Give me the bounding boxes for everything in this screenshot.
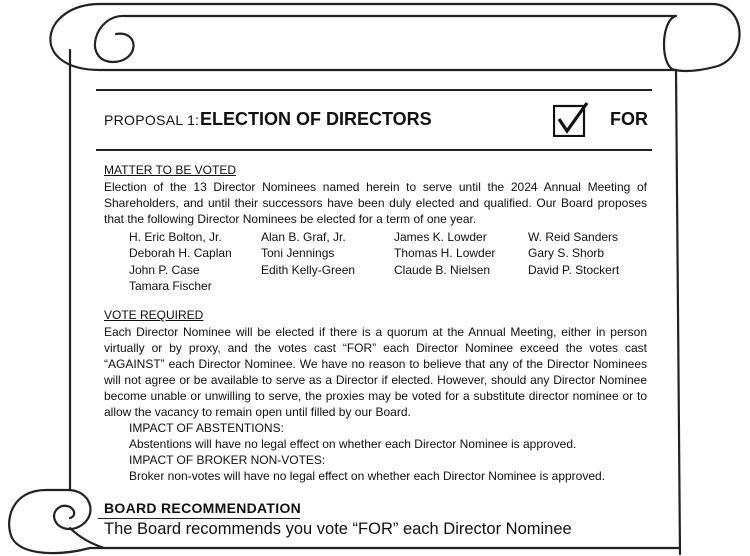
- broker-heading: IMPACT OF BROKER NON-VOTES:: [129, 453, 326, 467]
- vote-required-text: Each Director Nominee will be elected if there is a quorum at the Annual Meeting, either in person virtually or by proxy, and the votes cast “FOR” each Director Nominee exceed the votes cast “AGAINST” each Director Nominee. We have no reason to believe that any of the Director Nominees will not agree or be available to serve as a Director if elected. However, should any Director Nominee become unable or unwilling to serve, the proxies may be voted for a substitute director nominee or to allow the vacancy to remain open until filled by our Board.: [104, 325, 647, 419]
- board-heading-underline: [98, 518, 300, 519]
- nominee-name: James K. Lowder: [394, 230, 487, 244]
- proposal-label: PROPOSAL 1:: [104, 112, 200, 128]
- abstentions-text: Abstentions will have no legal effect on whether each Director Nominee is approved.: [129, 437, 577, 451]
- nominee-name: Tamara Fischer: [129, 278, 212, 293]
- broker-text: Broker non-votes will have no legal effect on whether each Director Nominee is approved.: [129, 469, 606, 483]
- matter-text: Election of the 13 Director Nominees named herein to serve until the 2024 Annual Meeting of Shareholders, and until their successors have been duly elected and qualified. Our Board proposes that the following Director Nominees be elected for a term of one year.: [104, 180, 647, 226]
- nominee-name: David P. Stockert: [528, 262, 620, 277]
- abstentions-heading: IMPACT OF ABSTENTIONS:: [129, 421, 284, 435]
- nominee-name: Edith Kelly-Green: [261, 262, 356, 277]
- nominee-name: Alan B. Graf, Jr.: [261, 230, 346, 244]
- board-recommendation-heading: BOARD RECOMMENDATION: [104, 500, 302, 516]
- vote-required-heading: VOTE REQUIRED: [104, 308, 204, 322]
- header-bottom-rule: [96, 149, 652, 151]
- nominee-name: John P. Case: [129, 262, 200, 277]
- nominee-name: Thomas H. Lowder: [394, 246, 496, 261]
- nominee-name: Deborah H. Caplan: [129, 246, 232, 261]
- vote-for-label: FOR: [610, 109, 648, 129]
- matter-heading: MATTER TO BE VOTED: [104, 163, 237, 177]
- nominee-name: Toni Jennings: [261, 246, 335, 261]
- nominee-name: W. Reid Sanders: [528, 230, 619, 244]
- nominee-column-1: [129, 229, 232, 294]
- board-recommendation-text: The Board recommends you vote “FOR” each Director Nominee: [104, 520, 572, 538]
- nominee-name: H. Eric Bolton, Jr.: [129, 230, 222, 244]
- nominee-column-3: [394, 229, 495, 278]
- nominee-column-4: [528, 229, 619, 278]
- nominee-name: Claude B. Nielsen: [394, 262, 491, 277]
- proposal-title: ELECTION OF DIRECTORS: [200, 109, 432, 129]
- nominee-column-2: [261, 229, 355, 278]
- checkbox-checked-icon: [553, 101, 589, 137]
- nominee-name: Gary S. Shorb: [528, 246, 605, 261]
- top-rule: [96, 89, 652, 91]
